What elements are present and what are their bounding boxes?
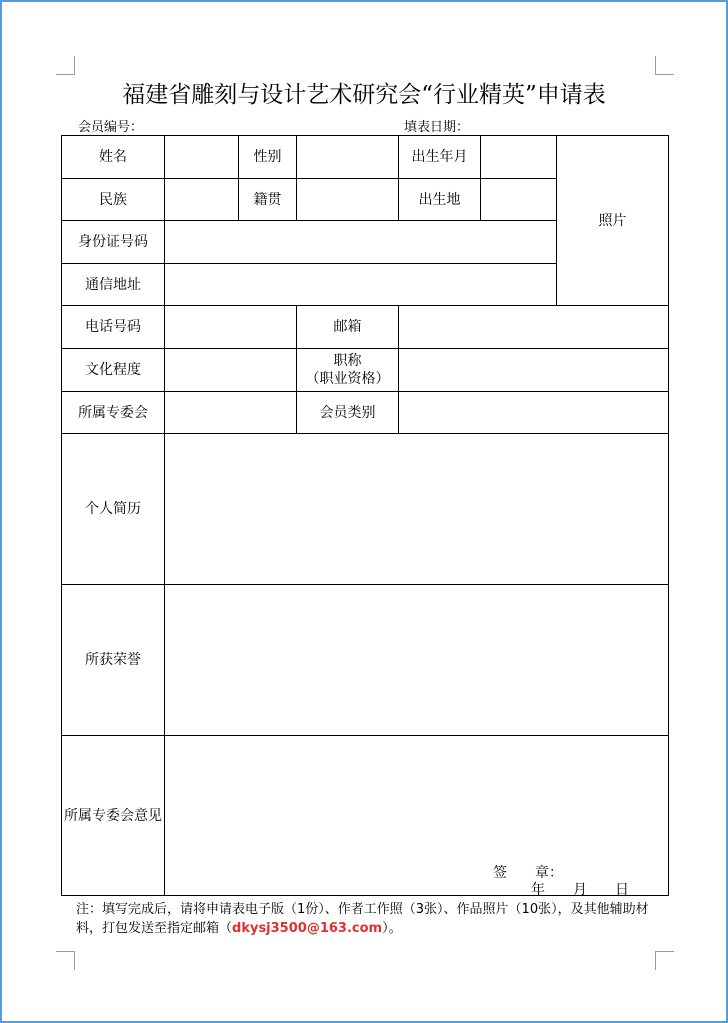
committee-opinion-field[interactable] — [165, 736, 669, 896]
resume-label: 个人简历 — [62, 434, 165, 585]
birth-date-field[interactable] — [481, 136, 557, 179]
email-field[interactable] — [399, 306, 669, 349]
footnote-suffix: ）。 — [382, 921, 402, 936]
resume-field[interactable] — [165, 434, 669, 585]
ethnicity-label: 民族 — [62, 179, 165, 221]
footnote — [76, 900, 666, 938]
birth-date-label: 出生年月 — [399, 136, 481, 179]
committee-opinion-label: 所属专委会意见 — [62, 736, 165, 896]
member-type-label: 会员类别 — [297, 392, 399, 434]
member-no-label: 会员编号： — [78, 120, 144, 135]
email-label: 邮箱 — [297, 306, 399, 349]
name-label: 姓名 — [62, 136, 165, 179]
native-place-label: 籍贯 — [239, 179, 297, 221]
footnote-text: 注：填写完成后，请将申请表电子版（1份）、作者工作照（3张）、作品照片（10张），及其他辅助材料，打包发送至指定邮箱（ — [76, 902, 649, 936]
address-label: 通信地址 — [62, 264, 165, 306]
id-number-label: 身份证号码 — [62, 221, 165, 264]
crop-mark-top-right — [655, 56, 674, 75]
education-field[interactable] — [165, 349, 297, 392]
gender-label: 性别 — [239, 136, 297, 179]
phone-label: 电话号码 — [62, 306, 165, 349]
fill-date-label: 填表日期： — [404, 120, 470, 135]
committee-label: 所属专委会 — [62, 392, 165, 434]
phone-field[interactable] — [165, 306, 297, 349]
job-title-label-line1: 职称 — [333, 353, 362, 369]
name-field[interactable] — [165, 136, 239, 179]
honors-label: 所获荣誉 — [62, 585, 165, 736]
address-field[interactable] — [165, 264, 557, 306]
page-title: 福建省雕刻与设计艺术研究会“行业精英”申请表 — [122, 82, 606, 108]
crop-mark-bottom-left — [56, 951, 75, 970]
job-title-label-line2: （职业资格） — [305, 371, 390, 387]
birth-place-field[interactable] — [481, 179, 557, 221]
photo-cell[interactable] — [557, 136, 669, 306]
honors-field[interactable] — [165, 585, 669, 736]
gender-field[interactable] — [297, 136, 399, 179]
id-number-field[interactable] — [165, 221, 557, 264]
ethnicity-field[interactable] — [165, 179, 239, 221]
signature-label: 签 章： — [493, 865, 563, 881]
crop-mark-bottom-right — [655, 951, 674, 970]
date-line: 年 月 日 — [531, 882, 629, 898]
application-form-table — [61, 135, 669, 896]
education-label: 文化程度 — [62, 349, 165, 392]
member-type-field[interactable] — [399, 392, 669, 434]
job-title-field[interactable] — [399, 349, 669, 392]
birth-place-label: 出生地 — [399, 179, 481, 221]
native-place-field[interactable] — [297, 179, 399, 221]
committee-field[interactable] — [165, 392, 297, 434]
photo-label: 照片 — [598, 212, 627, 229]
crop-mark-top-left — [56, 56, 75, 75]
footnote-email: dkysj3500@163.com — [232, 921, 383, 936]
job-title-label — [297, 349, 399, 392]
